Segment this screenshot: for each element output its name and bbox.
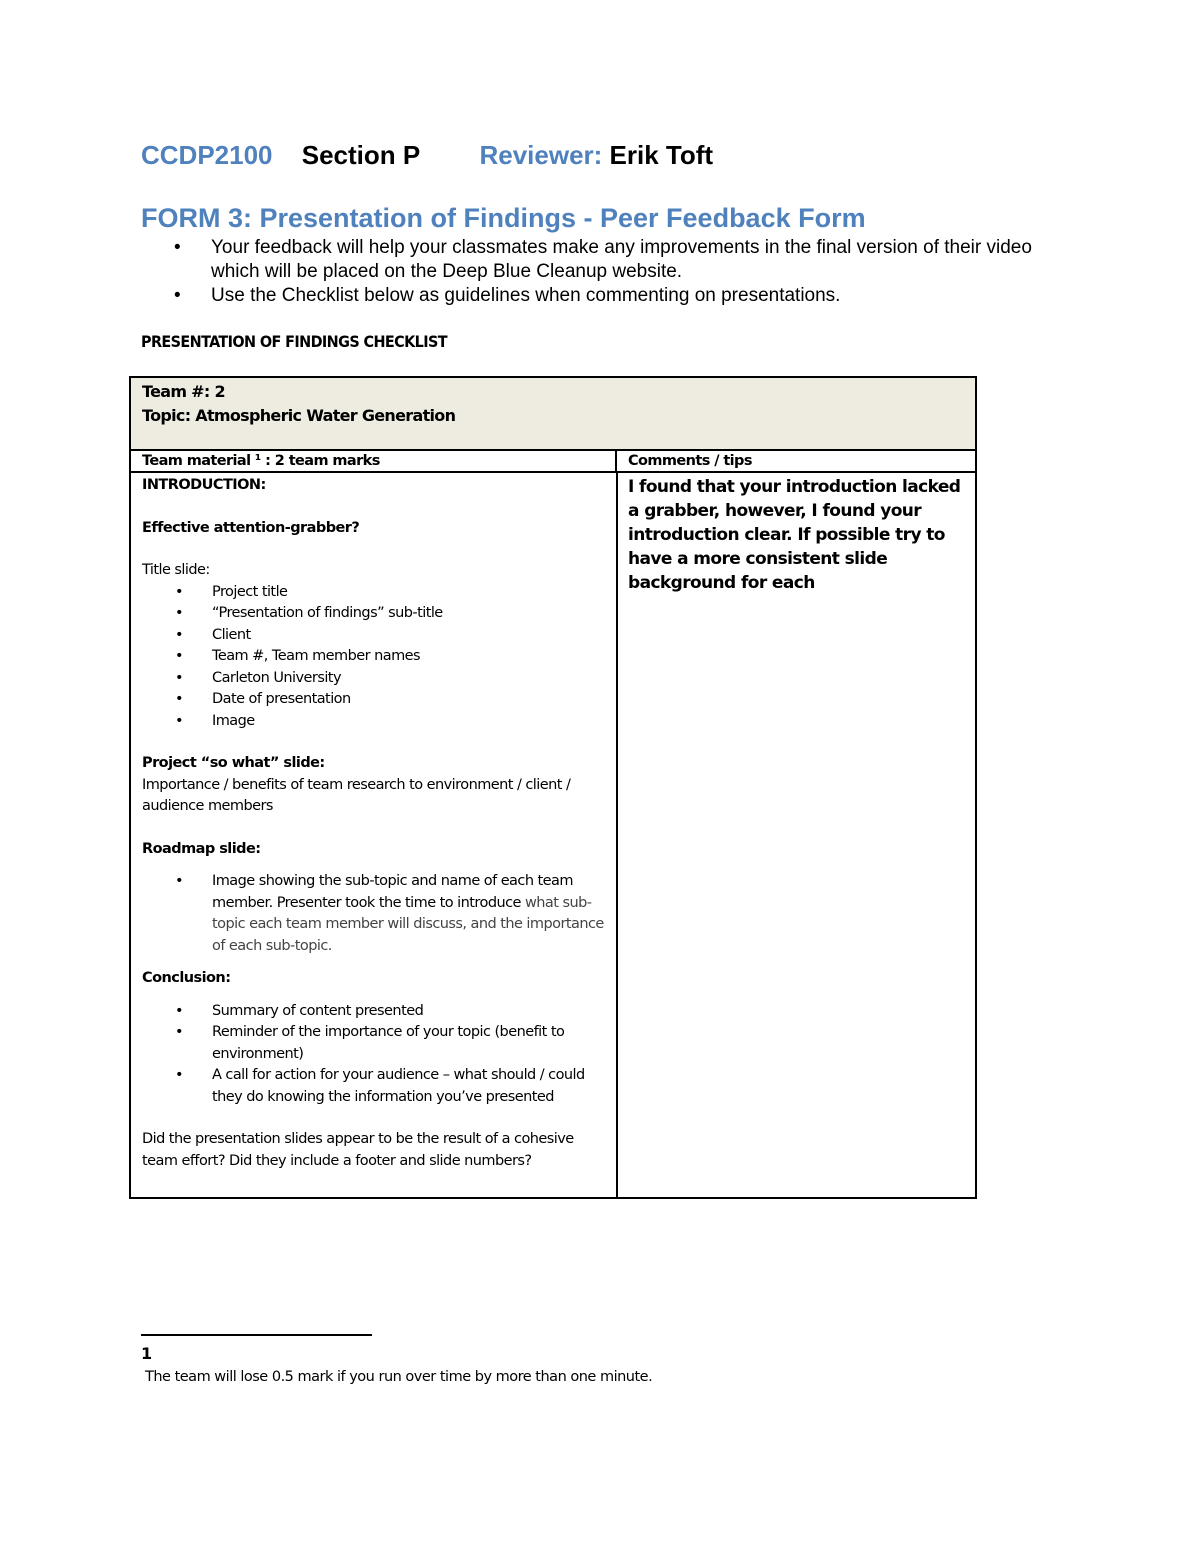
list-item: • Client [142, 625, 612, 647]
form-title: FORM 3: Presentation of Findings - Peer Feedback Form [141, 203, 866, 233]
column-divider [616, 473, 618, 1197]
introduction-heading: INTRODUCTION: [142, 477, 266, 493]
list-item: • Carleton University [142, 668, 612, 690]
list-item: • A call for action for your audience – what should / could they do knowing the information you’ve presented [142, 1065, 612, 1108]
roadmap-list [142, 871, 612, 957]
reviewer-comment: I found that your introduction lacked a grabber, however, I found your introduction clear. If possible try to have a more consistent slide background for each [628, 477, 961, 593]
footnote-separator [141, 1334, 372, 1336]
document-header [141, 140, 713, 171]
list-item: • Date of presentation [142, 689, 612, 711]
reviewer-name: Erik Toft [609, 140, 714, 170]
conclusion-heading: Conclusion: [142, 970, 231, 986]
intro-bullet: • Use the Checklist below as guidelines when commenting on presentations. [141, 284, 1071, 308]
attention-grabber-question: Effective attention-grabber? [142, 519, 360, 536]
conclusion-list [142, 1001, 612, 1109]
roadmap-heading: Roadmap slide: [142, 840, 261, 857]
so-what-heading: Project “so what” slide: [142, 755, 325, 771]
footnote-text: The team will lose 0.5 mark if you run over time by more than one minute. [145, 1369, 653, 1385]
intro-bullet: • Your feedback will help your classmates make any improvements in the final version of their video which will be placed on the Deep Blue Cleanup website. [141, 236, 1071, 284]
list-item: • Reminder of the importance of your topic (benefit to environment) [142, 1022, 612, 1065]
section-label: Section P [301, 140, 421, 170]
so-what-text: Importance / benefits of team research to environment / client / audience members [142, 776, 571, 814]
list-item: • “Presentation of findings” sub-title [142, 603, 612, 625]
team-info-cell [131, 378, 975, 451]
intro-bullet-list [141, 236, 1071, 308]
roadmap-item-text-continued: what sub-topic each team member will discuss, and the importance of each sub-topic. [212, 894, 604, 954]
list-item [142, 871, 612, 957]
column-header-team-material: Team material ¹ : 2 team marks [131, 451, 617, 473]
team-number: Team #: 2 [142, 382, 225, 401]
list-item: • Team #, Team member names [142, 646, 612, 668]
course-code: CCDP2100 [141, 140, 273, 170]
list-item: • Image [142, 711, 612, 733]
checklist-criteria [142, 475, 612, 1172]
footnote-number: 1 [141, 1344, 153, 1363]
reviewer-label: Reviewer: [479, 140, 603, 170]
column-header-comments: Comments / tips [617, 451, 975, 473]
roadmap-item-text: Image showing the sub-topic and name of each team member. Presenter took the time to introduce [212, 873, 573, 911]
cohesive-question: Did the presentation slides appear to be the result of a cohesive team effort? Did they include a footer and slide numbers? [142, 1131, 574, 1169]
feedback-table [129, 376, 977, 1199]
checklist-title: PRESENTATION OF FINDINGS CHECKLIST [141, 332, 447, 351]
title-slide-list [142, 582, 612, 733]
list-item: • Summary of content presented [142, 1001, 612, 1023]
list-item: • Project title [142, 582, 612, 604]
title-slide-heading: Title slide: [142, 562, 210, 578]
team-topic: Topic: Atmospheric Water Generation [142, 406, 456, 425]
